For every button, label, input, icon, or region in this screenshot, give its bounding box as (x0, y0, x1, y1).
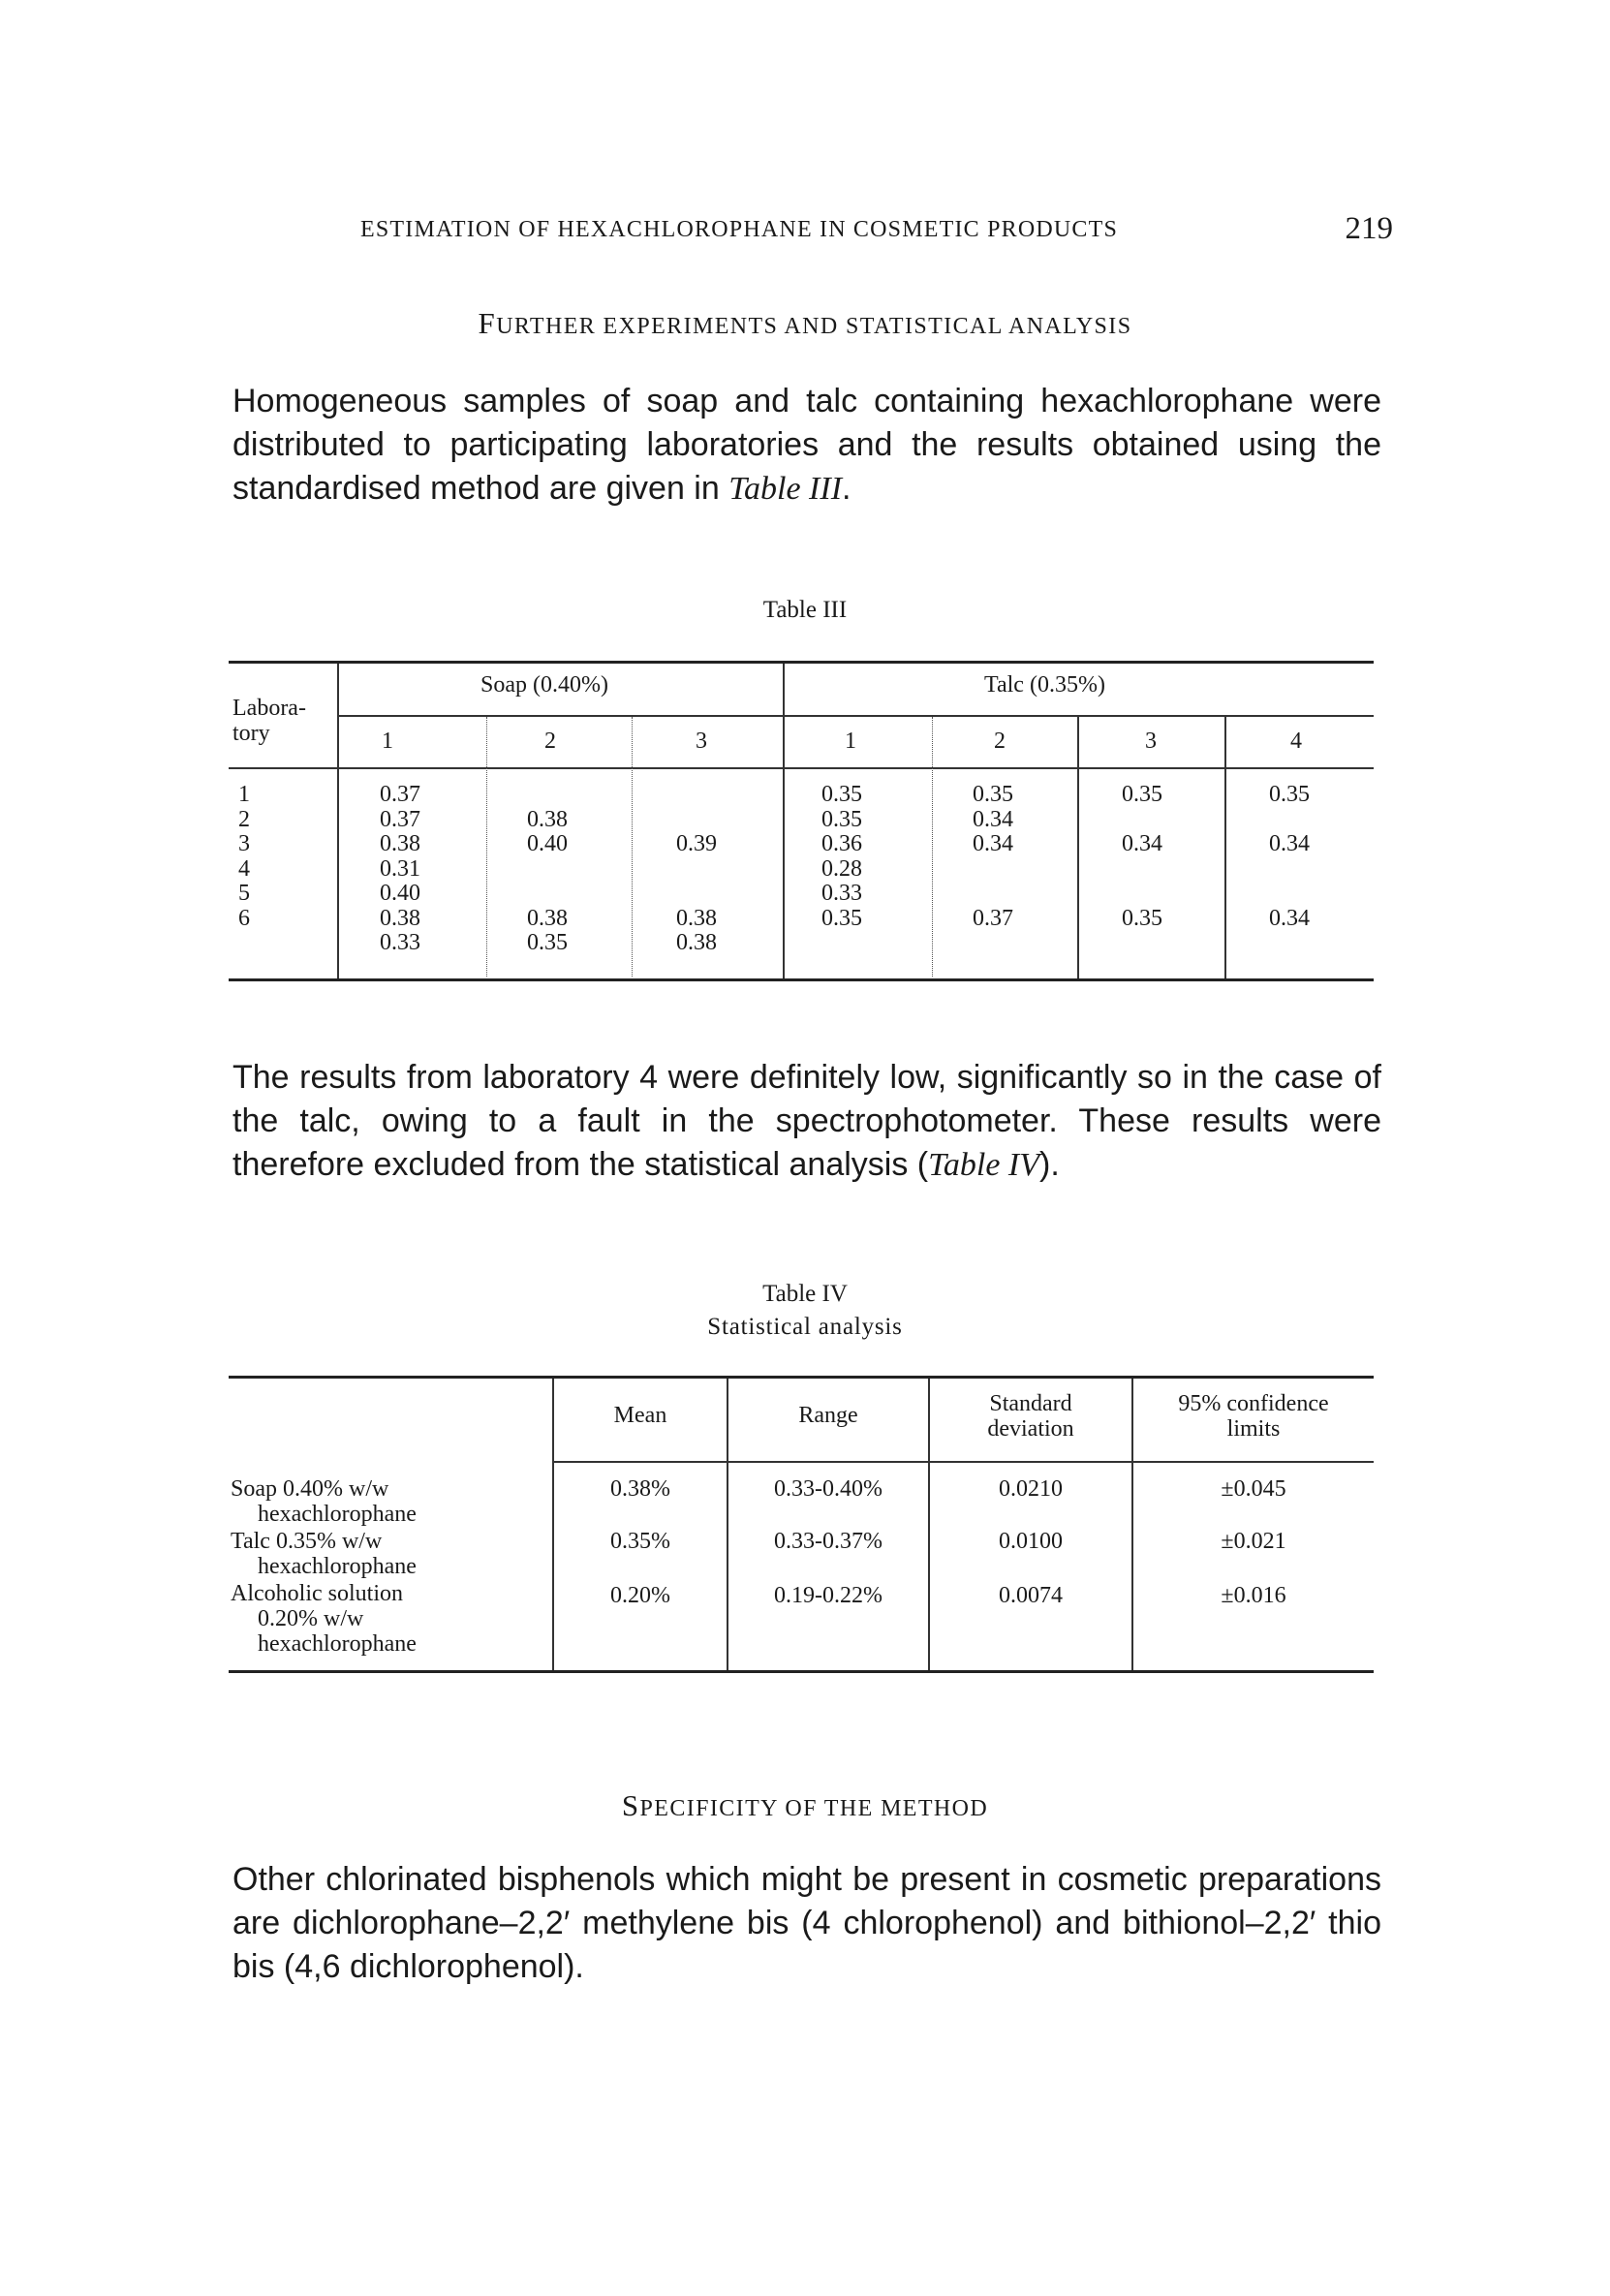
table3-lab-column: 1 2 3 4 5 6 (238, 782, 250, 931)
table3-soap-header: Soap (0.40%) (480, 672, 608, 698)
table3-subheader: 3 (696, 729, 707, 754)
table3-header-rule (229, 767, 1374, 769)
table3-subheader: 2 (994, 729, 1006, 754)
running-title: ESTIMATION OF HEXACHLOROPHANE IN COSMETIC PRODUCTS (360, 217, 1119, 242)
table3-column: 0.38 0.40 0.38 0.35 (527, 806, 568, 955)
section-heading-specificity: SPECIFICITY OF THE METHOD (621, 1788, 989, 1822)
table-reference: Table IV (928, 1147, 1040, 1183)
table4-caption: Table IV (762, 1281, 848, 1307)
table4-sd-cell: 0.0100 (999, 1529, 1063, 1554)
page-number: 219 (1345, 211, 1393, 246)
table4-mean-cell: 0.35% (610, 1529, 670, 1554)
table3-subheader: 1 (845, 729, 856, 754)
table3-subheader: 1 (382, 729, 393, 754)
table4-row-label: Talc 0.35% w/w hexachlorophane (231, 1529, 417, 1579)
table4-header-confidence: 95% confidence limits (1178, 1391, 1329, 1442)
table4-header-mean: Mean (613, 1403, 667, 1428)
table4-range-cell: 0.33-0.37% (774, 1529, 882, 1554)
table3-top-rule (229, 661, 1374, 664)
table4-sd-cell: 0.0210 (999, 1476, 1063, 1502)
table4-top-rule (229, 1376, 1374, 1379)
table4-range-cell: 0.33-0.40% (774, 1476, 882, 1502)
paragraph-lab4-results: The results from laboratory 4 were definitely low, significantly so in the case of the talc, owing to a fault in the spectrophotometer. These results were therefore excluded from the statistical analysis (Table IV). (232, 1059, 1381, 1183)
table3-column: 0.39 0.38 0.38 (676, 831, 717, 955)
table3-subheader: 4 (1290, 729, 1302, 754)
table3-subheader: 2 (544, 729, 556, 754)
table3-caption: Table III (762, 597, 848, 623)
table3-column: 0.35 0.35 0.36 0.28 0.33 0.35 (821, 782, 862, 931)
table3-column: 0.35 0.34 0.34 (1269, 782, 1310, 931)
table4-header-range: Range (798, 1403, 858, 1428)
table4-mean-cell: 0.38% (610, 1476, 670, 1502)
table4-bottom-rule (229, 1670, 1374, 1673)
table4-header-sd: Standard deviation (987, 1391, 1074, 1442)
table3-subheader-rule (337, 715, 1374, 717)
table4-header-rule (552, 1461, 1374, 1463)
table3-column: 0.37 0.37 0.38 0.31 0.40 0.38 0.33 (380, 782, 420, 955)
table4-confidence-cell: ±0.045 (1221, 1476, 1286, 1502)
running-head (360, 211, 1393, 250)
table4-row-label: Soap 0.40% w/w hexachlorophane (231, 1476, 417, 1527)
table3-lab-header: Labora- tory (232, 696, 306, 746)
table4-confidence-cell: ±0.016 (1221, 1583, 1286, 1608)
table3-column: 0.35 0.34 0.34 0.37 (973, 782, 1013, 931)
table3-talc-header: Talc (0.35%) (984, 672, 1105, 698)
table3-bottom-rule (229, 978, 1374, 981)
table4-mean-cell: 0.20% (610, 1583, 670, 1608)
table4-sd-cell: 0.0074 (999, 1583, 1063, 1608)
table4-range-cell: 0.19-0.22% (774, 1583, 882, 1608)
paragraph-specificity: Other chlorinated bisphenols which might be present in cosmetic preparations are dichlorophane–2,2′ methylene bis (4 chlorophenol) and bithionol–2,2′ thio bis (4,6 dichlorophenol). (232, 1861, 1381, 1985)
table-reference: Table III (728, 471, 843, 507)
table3-column: 0.35 0.34 0.35 (1122, 782, 1162, 931)
table3-subheader: 3 (1145, 729, 1157, 754)
paragraph-intro: Homogeneous samples of soap and talc containing hexachlorophane were distributed to participating laboratories and the results obtained using the standardised method are given in Table III. (232, 383, 1381, 507)
section-heading-further-experiments: FURTHER EXPERIMENTS AND STATISTICAL ANALYSIS (478, 306, 1132, 340)
table4-row-label: Alcoholic solution 0.20% w/w hexachlorophane (231, 1581, 417, 1657)
table4-confidence-cell: ±0.021 (1221, 1529, 1286, 1554)
table4-subcaption: Statistical analysis (707, 1314, 903, 1340)
